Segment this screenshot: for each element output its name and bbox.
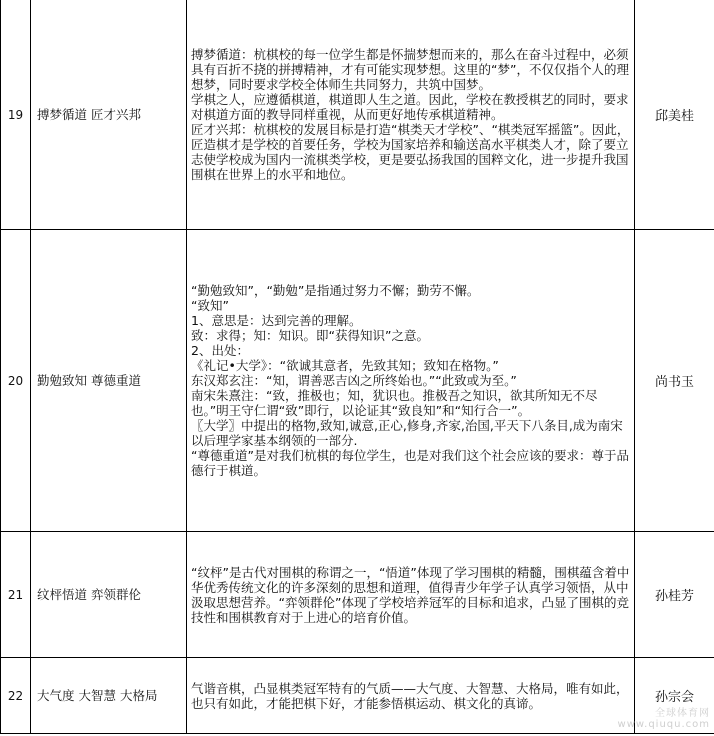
site-watermark [618,708,710,730]
explanation-line: “致知” [191,298,229,313]
row-title: 勤勉致知 尊德重道 [31,230,187,532]
explanation-line: 东汉郑玄注：“知，谓善恶吉凶之所终始也。”“此致或为至。” [191,373,517,388]
author-name: 尚书玉 [635,230,714,532]
explanation-line: 气谐音棋，凸显棋类冠军特有的气质——大气度、大智慧、大格局，唯有如此，也只有如此，才能把棋下好，才能参悟棋运动、棋文化的真谛。 [191,680,629,711]
table-row [1,230,714,532]
explanation-line: 《礼记•大学》：“欲诚其意者，先致其知；致知在格物。” [191,358,499,373]
explanation-line: 1、意思是：达到完善的理解。 [191,313,362,328]
explanation-line: “纹枰”是古代对围棋的称谓之一，“悟道”体现了学习围棋的精髓，围棋蕴含着中华优秀传统文化的许多深刻的思想和道理，值得青少年学子认真学习领悟，从中汲取思想营养。“弈领群伦”体现了学校培养冠军的目标和追求，凸显了围棋的竞技性和围棋教育对于上进心的培育价值。 [191,564,630,625]
explanation-line: 〖大学〗中提出的格物,致知,诚意,正心,修身,齐家,治国,平天下八条目,成为南宋以后理学家基本纲领的一部分. [191,418,623,448]
row-explanation [187,658,635,734]
row-number: 22 [1,658,31,734]
explanation-line: 学棋之人，应遵循棋道，棋道即人生之道。因此，学校在教授棋艺的同时，要求对棋道方面的教导同样重视，从而更好地传承棋道精神。 [191,92,629,122]
explanation-line: 致：求得；知：知识。即“获得知识”之意。 [191,328,429,343]
explanation-line: 2、出处： [191,343,249,358]
table-row [1,658,714,734]
row-number: 20 [1,230,31,532]
explanation-line: “勤勉致知”，“勤勉”是指通过努力不懈；勤劳不懈。 [191,283,480,298]
author-name: 孙宗会 [635,658,714,734]
row-title: 大气度 大智慧 大格局 [31,658,187,734]
watermark-line: 全球体育网 [655,708,710,719]
explanation-line: “尊德重道”是对我们杭棋的每位学生，也是对我们这个社会应该的要求：尊于品德行于棋道。 [191,448,629,478]
explanation-line: 搏梦循道：杭棋校的每一位学生都是怀揣梦想而来的，那么在奋斗过程中，必须具有百折不挠的拼搏精神，才有可能实现梦想。这里的“梦”，不仅仅指个人的理想梦，同时要求学校全体师生共同努力，共筑中国梦。 [191,47,629,92]
row-explanation [187,0,635,230]
table-row [1,532,714,658]
row-explanation [187,230,635,532]
explanation-line: 匠才兴邦：杭棋校的发展目标是打造“棋类天才学校”、“棋类冠军摇篮”。因此，匠造棋才是学校的首要任务，学校为国家培养和输送高水平棋类人才，除了要立志使学校成为国内一流棋类学校，更是要弘扬我国的国粹文化，进一步提升我国围棋在世界上的水平和地位。 [191,122,630,182]
row-number: 21 [1,532,31,658]
row-title: 纹枰悟道 弈领群伦 [31,532,187,658]
explanation-line: 南宋朱熹注：“致，推极也；知，犹识也。推极吾之知识，欲其所知无不尽也。”明王守仁谓“致”即行，以论证其“致良知”和“知行合一”。 [191,388,598,418]
row-explanation [187,532,635,658]
row-title: 搏梦循道 匠才兴邦 [31,0,187,230]
row-number: 19 [1,0,31,230]
table-row [1,0,714,230]
watermark-line: www.qiuqu.com [617,719,710,730]
author-name: 孙桂芳 [635,532,714,658]
author-name: 邱美桂 [635,0,714,230]
